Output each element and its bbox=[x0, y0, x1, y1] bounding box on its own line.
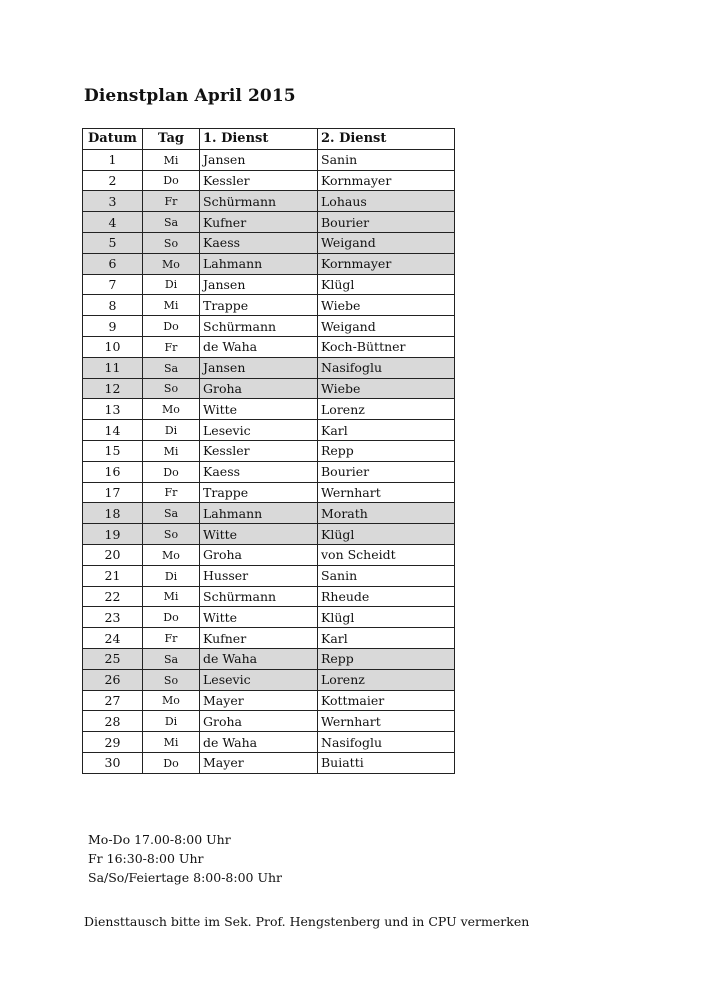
cell-tag: Do bbox=[143, 316, 200, 337]
table-row bbox=[83, 316, 455, 337]
cell-datum: 25 bbox=[83, 648, 143, 669]
page-title: Dienstplan April 2015 bbox=[84, 86, 296, 106]
table-row bbox=[83, 295, 455, 316]
cell-dienst-2: Weigand bbox=[318, 232, 455, 253]
cell-dienst-1: Mayer bbox=[200, 752, 318, 773]
cell-dienst-2: Karl bbox=[318, 420, 455, 441]
table-row bbox=[83, 253, 455, 274]
cell-datum: 10 bbox=[83, 336, 143, 357]
cell-dienst-1: de Waha bbox=[200, 336, 318, 357]
cell-tag: Di bbox=[143, 420, 200, 441]
cell-dienst-2: Bourier bbox=[318, 212, 455, 233]
cell-datum: 14 bbox=[83, 420, 143, 441]
cell-tag: Fr bbox=[143, 482, 200, 503]
cell-datum: 27 bbox=[83, 690, 143, 711]
cell-tag: Di bbox=[143, 711, 200, 732]
cell-dienst-2: Weigand bbox=[318, 316, 455, 337]
cell-datum: 3 bbox=[83, 191, 143, 212]
cell-dienst-1: Kaess bbox=[200, 232, 318, 253]
cell-tag: Fr bbox=[143, 191, 200, 212]
cell-dienst-2: Sanin bbox=[318, 149, 455, 170]
cell-dienst-1: Witte bbox=[200, 399, 318, 420]
cell-dienst-2: Morath bbox=[318, 503, 455, 524]
cell-dienst-1: Groha bbox=[200, 378, 318, 399]
cell-tag: Di bbox=[143, 274, 200, 295]
cell-dienst-1: Witte bbox=[200, 524, 318, 545]
cell-dienst-2: Koch-Büttner bbox=[318, 336, 455, 357]
cell-datum: 17 bbox=[83, 482, 143, 503]
cell-dienst-1: Lesevic bbox=[200, 669, 318, 690]
cell-dienst-2: Nasifoglu bbox=[318, 732, 455, 753]
cell-datum: 5 bbox=[83, 232, 143, 253]
cell-dienst-1: de Waha bbox=[200, 648, 318, 669]
cell-tag: Mo bbox=[143, 253, 200, 274]
table-row bbox=[83, 482, 455, 503]
table-row bbox=[83, 461, 455, 482]
cell-dienst-1: Lesevic bbox=[200, 420, 318, 441]
cell-dienst-1: Schürmann bbox=[200, 586, 318, 607]
cell-datum: 11 bbox=[83, 357, 143, 378]
cell-dienst-2: Kottmaier bbox=[318, 690, 455, 711]
cell-dienst-1: Schürmann bbox=[200, 191, 318, 212]
cell-datum: 7 bbox=[83, 274, 143, 295]
cell-datum: 26 bbox=[83, 669, 143, 690]
table-row bbox=[83, 752, 455, 773]
cell-datum: 4 bbox=[83, 212, 143, 233]
table-row bbox=[83, 170, 455, 191]
cell-datum: 23 bbox=[83, 607, 143, 628]
table-row bbox=[83, 378, 455, 399]
cell-tag: Do bbox=[143, 607, 200, 628]
cell-dienst-2: Repp bbox=[318, 440, 455, 461]
cell-dienst-2: Wernhart bbox=[318, 711, 455, 732]
cell-dienst-2: Klügl bbox=[318, 524, 455, 545]
cell-datum: 2 bbox=[83, 170, 143, 191]
cell-dienst-1: Lahmann bbox=[200, 503, 318, 524]
cell-datum: 15 bbox=[83, 440, 143, 461]
cell-datum: 22 bbox=[83, 586, 143, 607]
cell-dienst-1: Mayer bbox=[200, 690, 318, 711]
table-row bbox=[83, 544, 455, 565]
cell-tag: Mi bbox=[143, 295, 200, 316]
cell-dienst-1: de Waha bbox=[200, 732, 318, 753]
cell-tag: Sa bbox=[143, 648, 200, 669]
cell-dienst-1: Groha bbox=[200, 711, 318, 732]
cell-dienst-1: Groha bbox=[200, 544, 318, 565]
cell-tag: Mi bbox=[143, 149, 200, 170]
table-row bbox=[83, 503, 455, 524]
cell-tag: Do bbox=[143, 170, 200, 191]
cell-datum: 24 bbox=[83, 628, 143, 649]
cell-dienst-2: Karl bbox=[318, 628, 455, 649]
cell-datum: 20 bbox=[83, 544, 143, 565]
table-row bbox=[83, 586, 455, 607]
cell-datum: 9 bbox=[83, 316, 143, 337]
cell-dienst-2: Rheude bbox=[318, 586, 455, 607]
table-row bbox=[83, 336, 455, 357]
cell-dienst-2: Klügl bbox=[318, 274, 455, 295]
cell-dienst-1: Jansen bbox=[200, 357, 318, 378]
cell-datum: 6 bbox=[83, 253, 143, 274]
cell-tag: Mi bbox=[143, 732, 200, 753]
cell-tag: Sa bbox=[143, 212, 200, 233]
table-row bbox=[83, 420, 455, 441]
cell-tag: Di bbox=[143, 565, 200, 586]
cell-tag: Fr bbox=[143, 336, 200, 357]
cell-datum: 21 bbox=[83, 565, 143, 586]
shift-times-notes bbox=[88, 830, 282, 887]
cell-dienst-2: Repp bbox=[318, 648, 455, 669]
table-row bbox=[83, 669, 455, 690]
cell-datum: 1 bbox=[83, 149, 143, 170]
cell-tag: So bbox=[143, 524, 200, 545]
cell-dienst-1: Jansen bbox=[200, 274, 318, 295]
cell-dienst-2: von Scheidt bbox=[318, 544, 455, 565]
cell-dienst-1: Kessler bbox=[200, 170, 318, 191]
header-tag: Tag bbox=[143, 129, 200, 150]
cell-dienst-1: Husser bbox=[200, 565, 318, 586]
table-row bbox=[83, 524, 455, 545]
cell-datum: 16 bbox=[83, 461, 143, 482]
table-row bbox=[83, 440, 455, 461]
note-line: Sa/So/Feiertage 8:00-8:00 Uhr bbox=[88, 870, 283, 885]
cell-datum: 19 bbox=[83, 524, 143, 545]
cell-tag: Mo bbox=[143, 690, 200, 711]
table-row bbox=[83, 191, 455, 212]
cell-dienst-2: Lorenz bbox=[318, 669, 455, 690]
cell-dienst-2: Wiebe bbox=[318, 295, 455, 316]
cell-dienst-2: Bourier bbox=[318, 461, 455, 482]
cell-dienst-2: Buiatti bbox=[318, 752, 455, 773]
table-row bbox=[83, 628, 455, 649]
cell-tag: So bbox=[143, 669, 200, 690]
cell-dienst-2: Klügl bbox=[318, 607, 455, 628]
cell-tag: Fr bbox=[143, 628, 200, 649]
cell-dienst-1: Kessler bbox=[200, 440, 318, 461]
cell-dienst-2: Kornmayer bbox=[318, 170, 455, 191]
table-row bbox=[83, 732, 455, 753]
cell-dienst-2: Lorenz bbox=[318, 399, 455, 420]
cell-tag: So bbox=[143, 232, 200, 253]
note-line: Fr 16:30-8:00 Uhr bbox=[88, 851, 204, 866]
cell-tag: So bbox=[143, 378, 200, 399]
cell-tag: Mi bbox=[143, 440, 200, 461]
cell-datum: 29 bbox=[83, 732, 143, 753]
table-header-row bbox=[83, 129, 455, 150]
cell-tag: Mo bbox=[143, 544, 200, 565]
cell-datum: 18 bbox=[83, 503, 143, 524]
cell-dienst-1: Schürmann bbox=[200, 316, 318, 337]
table-row bbox=[83, 232, 455, 253]
cell-dienst-1: Trappe bbox=[200, 482, 318, 503]
table-row bbox=[83, 399, 455, 420]
cell-dienst-1: Kaess bbox=[200, 461, 318, 482]
note-line: Mo-Do 17.00-8:00 Uhr bbox=[88, 832, 231, 847]
cell-dienst-1: Kufner bbox=[200, 212, 318, 233]
cell-tag: Sa bbox=[143, 357, 200, 378]
cell-dienst-1: Kufner bbox=[200, 628, 318, 649]
cell-datum: 28 bbox=[83, 711, 143, 732]
cell-tag: Do bbox=[143, 461, 200, 482]
cell-dienst-2: Wiebe bbox=[318, 378, 455, 399]
cell-dienst-2: Sanin bbox=[318, 565, 455, 586]
table-row bbox=[83, 711, 455, 732]
cell-datum: 12 bbox=[83, 378, 143, 399]
cell-dienst-2: Lohaus bbox=[318, 191, 455, 212]
header-dienst-2: 2. Dienst bbox=[318, 129, 455, 150]
table-row bbox=[83, 357, 455, 378]
cell-dienst-1: Jansen bbox=[200, 149, 318, 170]
cell-dienst-1: Lahmann bbox=[200, 253, 318, 274]
table-row bbox=[83, 149, 455, 170]
cell-dienst-2: Kornmayer bbox=[318, 253, 455, 274]
cell-tag: Mo bbox=[143, 399, 200, 420]
table-row bbox=[83, 607, 455, 628]
cell-tag: Do bbox=[143, 752, 200, 773]
table-body bbox=[83, 149, 455, 773]
table-row bbox=[83, 690, 455, 711]
cell-dienst-2: Nasifoglu bbox=[318, 357, 455, 378]
cell-dienst-1: Witte bbox=[200, 607, 318, 628]
table-row bbox=[83, 212, 455, 233]
table-row bbox=[83, 648, 455, 669]
duty-roster-table bbox=[82, 128, 455, 774]
header-dienst-1: 1. Dienst bbox=[200, 129, 318, 150]
cell-dienst-1: Trappe bbox=[200, 295, 318, 316]
cell-datum: 13 bbox=[83, 399, 143, 420]
cell-datum: 30 bbox=[83, 752, 143, 773]
table-row bbox=[83, 274, 455, 295]
table-row bbox=[83, 565, 455, 586]
cell-dienst-2: Wernhart bbox=[318, 482, 455, 503]
cell-datum: 8 bbox=[83, 295, 143, 316]
header-datum: Datum bbox=[83, 129, 143, 150]
footer-note: Diensttausch bitte im Sek. Prof. Hengstenberg und in CPU vermerken bbox=[84, 914, 530, 929]
cell-tag: Sa bbox=[143, 503, 200, 524]
cell-tag: Mi bbox=[143, 586, 200, 607]
